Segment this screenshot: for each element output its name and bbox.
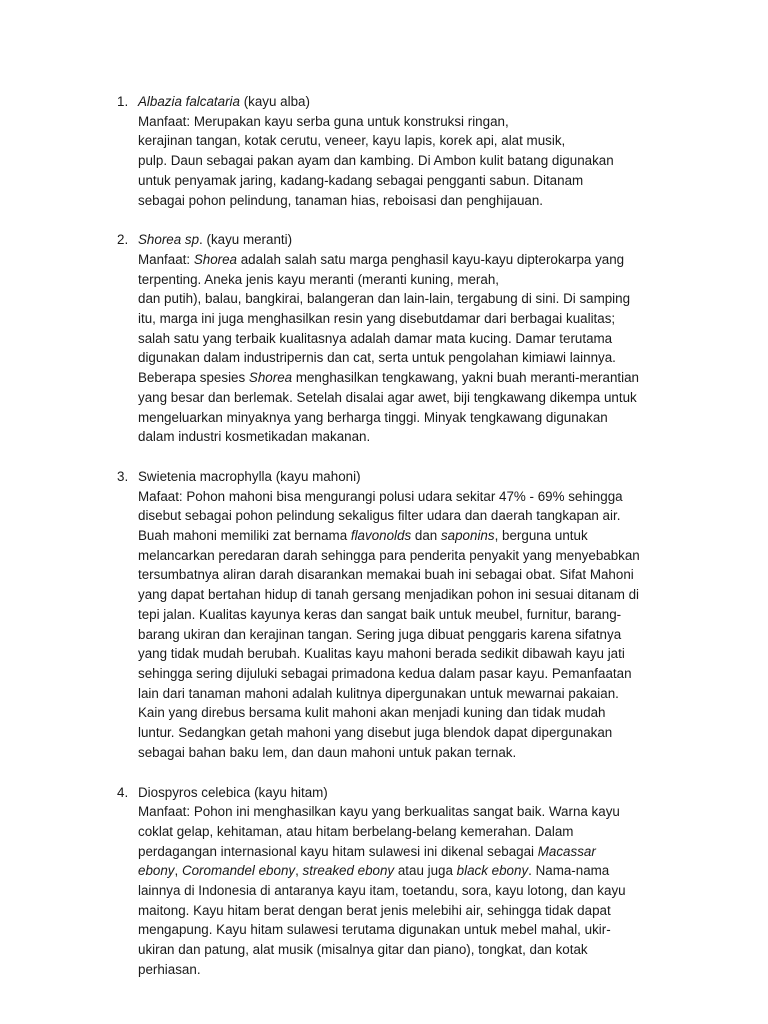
text-run: perdagangan internasional kayu hitam sulawesi ini dikenal sebagai (138, 843, 538, 859)
italic-term: streaked ebony (302, 863, 395, 879)
numbered-list (0, 92, 768, 1000)
text-run: kerajinan tangan, kotak cerutu, veneer, kayu lapis, korek api, alat musik, (138, 133, 566, 149)
text-run: sebagai pohon pelindung, tanaman hias, reboisasi dan penghijauan. (138, 192, 544, 208)
text-run: dan putih), balau, bangkirai, balangeran dan lain-lain, tergabung di sini. Di samping (138, 291, 631, 307)
list-item-text-line (138, 348, 678, 368)
text-run: lain dari tanaman mahoni adalah kulitnya dipergunakan untuk mewarnai pakaian. (138, 685, 619, 701)
italic-term: Shorea (248, 370, 293, 386)
italic-term: saponins (440, 528, 495, 544)
text-run: mengapung. Kayu hitam sulawesi terutama digunakan untuk mebel mahal, ukir- (138, 922, 611, 938)
list-item-heading (138, 230, 678, 250)
text-run: . (kayu meranti) (199, 232, 293, 248)
list-item-text-line (138, 546, 678, 566)
text-run: , (174, 863, 182, 879)
italic-term: Shorea sp (138, 232, 200, 248)
text-run: menghasilkan tengkawang, yakni buah meranti-merantian (292, 370, 639, 386)
list-item-heading (138, 783, 678, 803)
list-item-text-line (138, 664, 678, 684)
text-run: adalah salah satu marga penghasil kayu-kayu dipterokarpa yang (237, 251, 625, 267)
list-item-text-line (138, 427, 678, 447)
list-item-text-line (138, 309, 678, 329)
italic-term: ebony (138, 863, 175, 879)
text-run: sebagai bahan baku lem, dan daun mahoni untuk pakan ternak. (138, 744, 517, 760)
text-run: Manfaat: Pohon ini menghasilkan kayu yang berkualitas sangat baik. Warna kayu (138, 804, 620, 820)
list-item-text-line (138, 684, 678, 704)
list-item-text-line (138, 289, 678, 309)
text-run: yang besar dan berlemak. Setelah disalai agar awet, biji tengkawang dikempa untuk (138, 389, 637, 405)
list-item-text-line (138, 703, 678, 723)
text-run: untuk penyamak jaring, kadang-kadang sebagai pengganti sabun. Ditanam (138, 172, 584, 188)
text-run: sehingga sering dijuluki sebagai primadona kedua dalam pasar kayu. Pemanfaatan (138, 665, 632, 681)
list-item-text-line (138, 506, 678, 526)
text-run: perhiasan. (138, 961, 201, 977)
list-item-heading (138, 92, 678, 112)
italic-term: Macassar (537, 843, 596, 859)
text-run: dalam industri kosmetikadan makanan. (138, 429, 371, 445)
list-item-text-line (138, 861, 678, 881)
text-run: disebut sebagai pohon pelindung sekaligus filter udara dan daerah tangkapan air. (138, 508, 621, 524)
text-run: mengeluarkan minyaknya yang berharga tinggi. Minyak tengkawang digunakan (138, 409, 608, 425)
text-run: yang dapat bertahan hidup di tanah gersang menjadikan pohon ini sesuai ditanam di (138, 587, 640, 603)
list-item-text-line (138, 487, 678, 507)
text-run: barang ukiran dan kerajinan tangan. Sering juga dibuat penggaris karena sifatnya (138, 626, 622, 642)
list-item-number: 1. (117, 94, 129, 109)
text-run: Swietenia macrophylla (kayu mahoni) (138, 468, 361, 484)
text-run: Manfaat: Merupakan kayu serba guna untuk konstruksi ringan, (138, 113, 509, 129)
text-run: pulp. Daun sebagai pakan ayam dan kambing. Di Ambon kulit batang digunakan (138, 153, 614, 169)
text-run: tepi jalan. Kualitas kayunya keras dan sangat baik untuk meubel, furnitur, barang- (138, 606, 622, 622)
list-item-text-line (138, 388, 678, 408)
list-item (0, 783, 768, 980)
list-item (0, 230, 768, 447)
list-item-text-line (138, 822, 678, 842)
text-run: coklat gelap, kehitaman, atau hitam berbelang-belang kemerahan. Dalam (138, 823, 574, 839)
text-run: lainnya di Indonesia di antaranya kayu itam, toetandu, sora, kayu lotong, dan kayu (138, 883, 626, 899)
text-run: , (295, 863, 303, 879)
text-run: Diospyros celebica (kayu hitam) (138, 784, 328, 800)
list-item-text-line (138, 960, 678, 980)
list-item-number: 3. (117, 468, 129, 484)
list-item-text-line (138, 131, 678, 151)
text-run: terpenting. Aneka jenis kayu meranti (meranti kuning, merah, (138, 271, 499, 287)
text-run: Mafaat: Pohon mahoni bisa mengurangi polusi udara sekitar 47% - 69% sehingga (138, 488, 623, 504)
text-run: maitong. Kayu hitam berat dengan berat jenis melebihi air, sehingga tidak dapat (138, 902, 611, 918)
list-item-number: 2. (117, 232, 129, 248)
list-item (0, 467, 768, 763)
italic-term: Shorea (193, 251, 238, 267)
text-run: ukiran dan patung, alat musik (misalnya gitar dan piano), tongkat, dan kotak (138, 942, 588, 958)
text-run: Beberapa spesies (138, 370, 249, 386)
list-item-text-line (138, 901, 678, 921)
list-item-heading (138, 467, 678, 487)
text-run: yang tidak mudah berubah. Kualitas kayu mahoni berada sedikit dibawah kayu jati (138, 646, 625, 662)
list-item-text-line (138, 743, 678, 763)
list-item-text-line (138, 270, 678, 290)
text-run: Buah mahoni memiliki zat bernama (138, 528, 351, 544)
list-item-text-line (138, 151, 678, 171)
list-item-text-line (138, 802, 678, 822)
italic-term: flavonolds (350, 528, 412, 544)
list-item-text-line (138, 723, 678, 743)
list-item-text-line (138, 526, 678, 546)
text-run: , berguna untuk (494, 528, 588, 544)
text-run: (kayu alba) (239, 94, 310, 109)
italic-term: Coromandel ebony (181, 863, 296, 879)
text-run: Manfaat: (138, 251, 194, 267)
list-item-text-line (138, 565, 678, 585)
text-run: digunakan dalam industripernis dan cat, serta untuk pengolahan kimiawi lainnya. (138, 350, 616, 366)
italic-term: black ebony (456, 863, 529, 879)
list-item-text-line (138, 368, 678, 388)
list-item-text-line (138, 329, 678, 349)
italic-term: Albazia falcataria (138, 94, 240, 109)
list-item-text-line (138, 191, 678, 211)
list-item-text-line (138, 171, 678, 191)
list-item-text-line (138, 250, 678, 270)
list-item (0, 92, 768, 210)
text-run: atau juga (394, 863, 457, 879)
text-run: . Nama-nama (528, 863, 610, 879)
text-run: luntur. Sedangkan getah mahoni yang disebut juga blendok dapat dipergunakan (138, 725, 613, 741)
list-item-text-line (138, 842, 678, 862)
text-run: Kain yang direbus bersama kulit mahoni akan menjadi kuning dan tidak mudah (138, 705, 606, 721)
text-run: tersumbatnya aliran darah disarankan memakai buah ini sebagai obat. Sifat Mahoni (138, 567, 634, 583)
list-item-text-line (138, 920, 678, 940)
text-run: dan (411, 528, 441, 544)
text-run: itu, marga ini juga menghasilkan resin yang disebutdamar dari berbagai kualitas; (138, 311, 616, 327)
list-item-text-line (138, 605, 678, 625)
list-item-number: 4. (117, 784, 129, 800)
list-item-text-line (138, 881, 678, 901)
list-item-text-line (138, 112, 678, 132)
text-run: melancarkan peredaran darah sehingga para penderita penyakit yang menyebabkan (138, 547, 640, 563)
list-item-text-line (138, 585, 678, 605)
list-item-text-line (138, 408, 678, 428)
list-item-text-line (138, 940, 678, 960)
list-item-text-line (138, 644, 678, 664)
list-item-text-line (138, 625, 678, 645)
text-run: salah satu yang terbaik kualitasnya adalah damar mata kucing. Damar terutama (138, 330, 613, 346)
